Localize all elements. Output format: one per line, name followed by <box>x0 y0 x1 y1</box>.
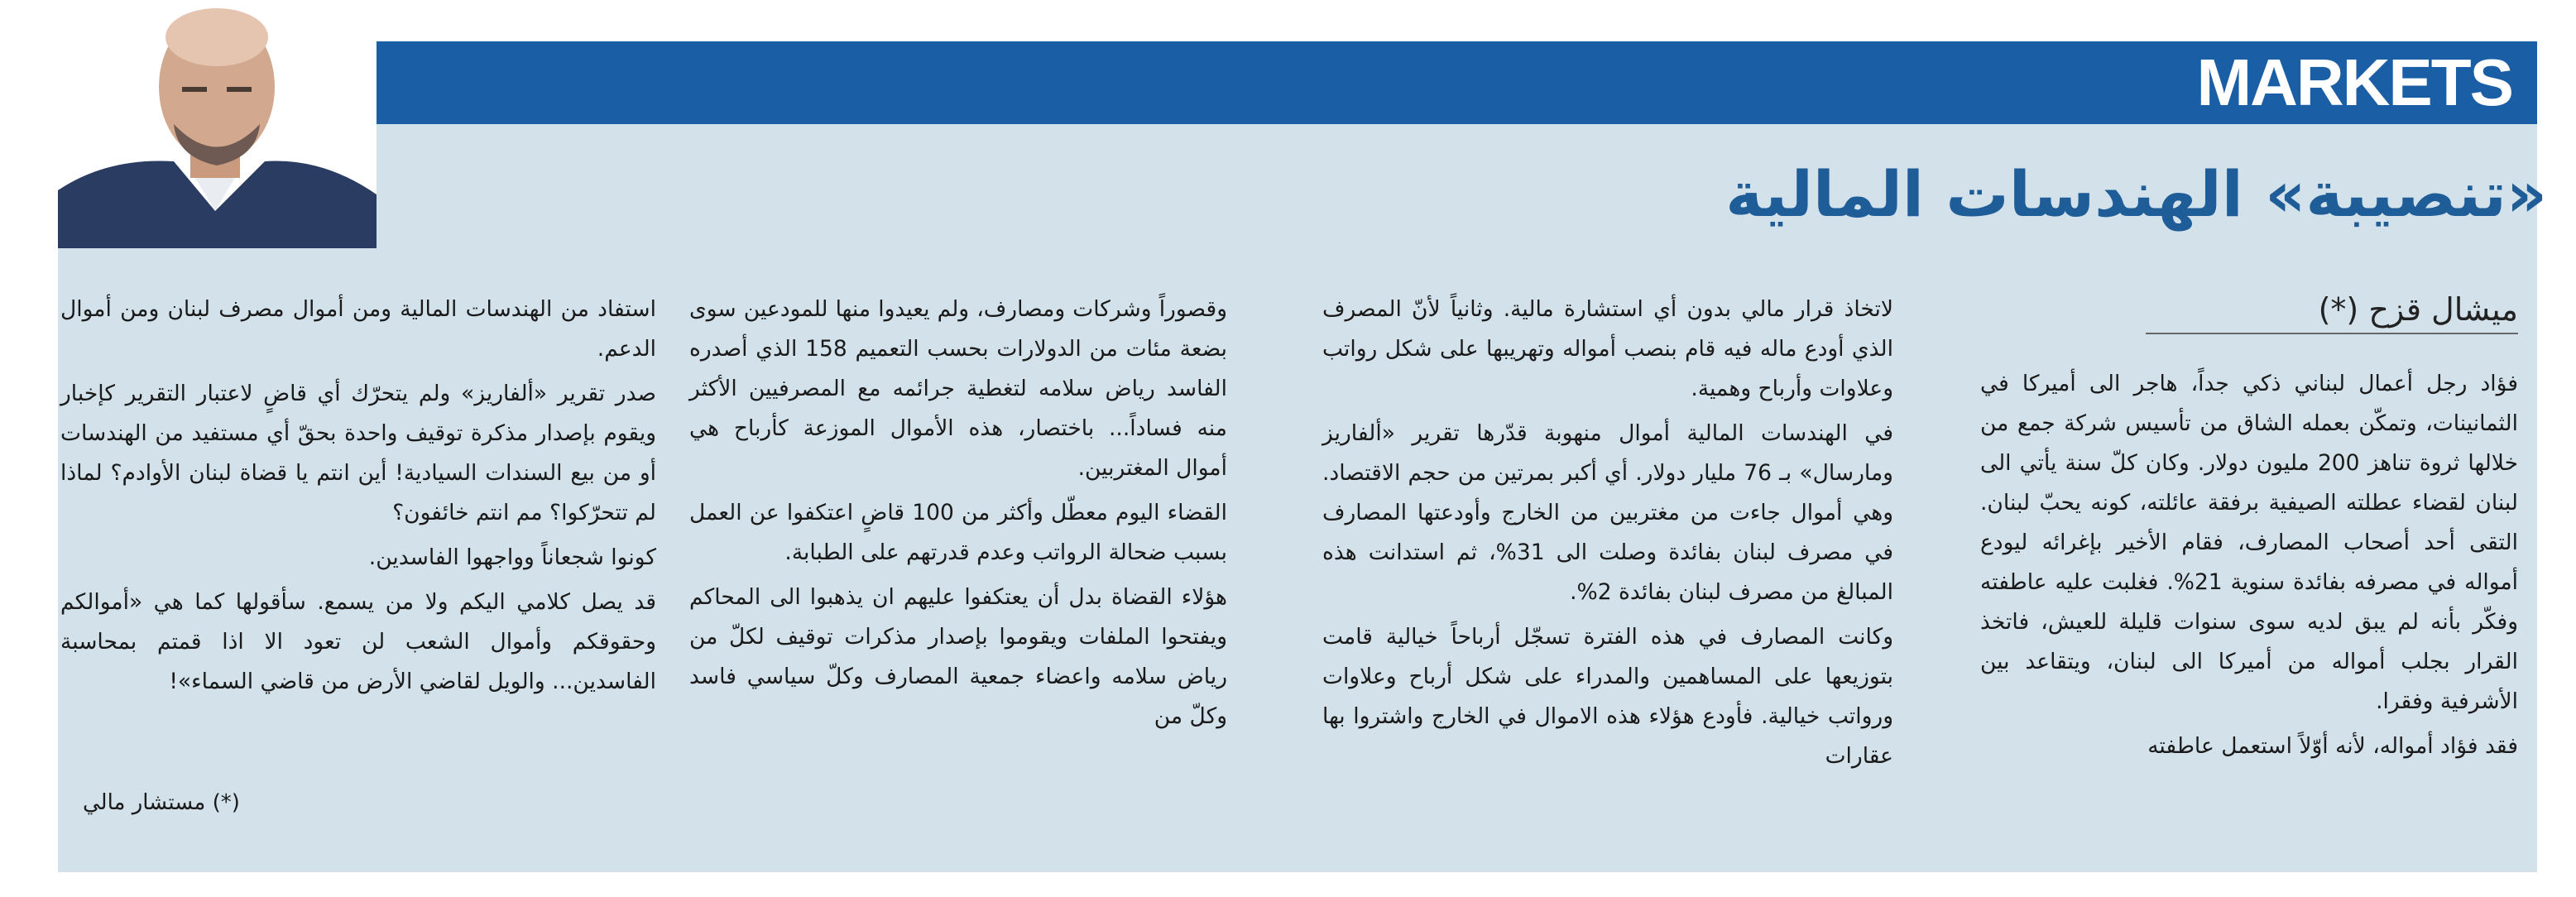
paragraph: هؤلاء القضاة بدل أن يعتكفوا عليهم ان يذهبوا الى المحاكم ويفتحوا الملفات ويقوموا بإصدار مذكرات توقيف لكلّ من رياض سلامه واعضاء جمعية المصارف وكلّ سياسي فاسد وكلّ من <box>689 584 1227 729</box>
author-photo <box>58 4 377 248</box>
paragraph: القضاء اليوم معطّل وأكثر من 100 قاضٍ اعتكفوا عن العمل بسبب ضحالة الرواتب وعدم قدرتهم على الطبابة. <box>689 500 1227 565</box>
paragraph: استفاد من الهندسات المالية ومن أموال مصرف لبنان ومن أموال الدعم. <box>60 296 656 362</box>
paragraph: فؤاد رجل أعمال لبناني ذكي جداً، هاجر الى أميركا في الثمانينات، وتمكّن بعمله الشاق من تأسيس شركة جمع من خلالها ثروة تناهز 200 مليون دولار. وكان كلّ سنة يأتي الى لبنان لقضاء عطلته الصيفية برفقة عائلته، كونه يحبّ لبنان. التقى أحد أصحاب المصارف، فقام الأخير بإغرائه ليودع أمواله في مصرفه بفائدة سنوية 21%. فغلبت عليه عاطفته وفكّر بأنه لم يبق لديه سوى سنوات قليلة للعيش، فاتخذ القرار بجلب أمواله من أميركا الى لبنان، ويتقاعد بين الأشرفية وفقرا. <box>1980 371 2518 714</box>
article-title: «تنصيبة» الهندسات المالية <box>1725 157 2547 231</box>
article-column-1 <box>1980 364 2518 766</box>
paragraph: فقد فؤاد أمواله، لأنه أوّلاً استعمل عاطفته <box>2147 733 2518 759</box>
section-header-bar <box>58 41 2537 124</box>
paragraph: وقصوراً وشركات ومصارف، ولم يعيدوا منها للمودعين سوى بضعة مئات من الدولارات بحسب التعميم 158 الذي أصدره الفاسد رياض سلامه لتغطية جرائمه مع المصرفيين الأكثر منه فساداً... باختصار، هذه الأموال الموزعة كأرباح هي أموال المغتربين. <box>689 296 1227 481</box>
paragraph: قد يصل كلامي اليكم ولا من يسمع. سأقولها كما هي «أموالكم وحقوقكم وأموال الشعب لن تعود الا اذا قمتم بمحاسبة الفاسدين... والويل لقاضي الأرض من قاضي السماء»! <box>60 589 656 694</box>
paragraph: في الهندسات المالية أموال منهوبة قدّرها تقرير «ألفاريز ومارسال» بـ 76 مليار دولار. أي أكبر بمرتين من حجم الاقتصاد. وهي أموال جاءت من مغتربين من الخارج وأودعتها المصارف في مصرف لبنان بفائدة وصلت الى 31%، ثم استدانت هذه المبالغ من مصرف لبنان بفائدة 2%. <box>1322 420 1893 605</box>
article-column-3 <box>689 290 1227 736</box>
paragraph: كونوا شجعاناً وواجهوا الفاسدين. <box>368 544 656 570</box>
author-byline: ميشال قزح (*) <box>2146 290 2518 334</box>
paragraph: لاتخاذ قرار مالي بدون أي استشارة مالية. وثانياً لأنّ المصرف الذي أودع ماله فيه قام بنصب أمواله وتهريبها على شكل رواتب وعلاوات وأرباح وهمية. <box>1322 296 1893 401</box>
author-signature: (*) مستشار مالي <box>83 790 240 815</box>
article-column-2 <box>1322 290 1893 776</box>
paragraph: صدر تقرير «ألفاريز» ولم يتحرّك أي قاضٍ لاعتبار التقرير كإخبار ويقوم بإصدار مذكرة توقيف واحدة بحقّ أي مستفيد من الهندسات أو من بيع السندات السيادية! أين انتم يا قضاة لبنان الأوادم؟ لماذا لم تتحرّكوا؟ مم انتم خائفون؟ <box>60 381 656 525</box>
article-column-4 <box>60 290 656 702</box>
paragraph: وكانت المصارف في هذه الفترة تسجّل أرباحاً خيالية قامت بتوزيعها على المساهمين والمدراء على شكل أرباح وعلاوات ورواتب خيالية. فأودع هؤلاء هذه الاموال في الخارج واشتروا بها عقارات <box>1322 624 1893 769</box>
section-label: MARKETS <box>2196 46 2512 119</box>
